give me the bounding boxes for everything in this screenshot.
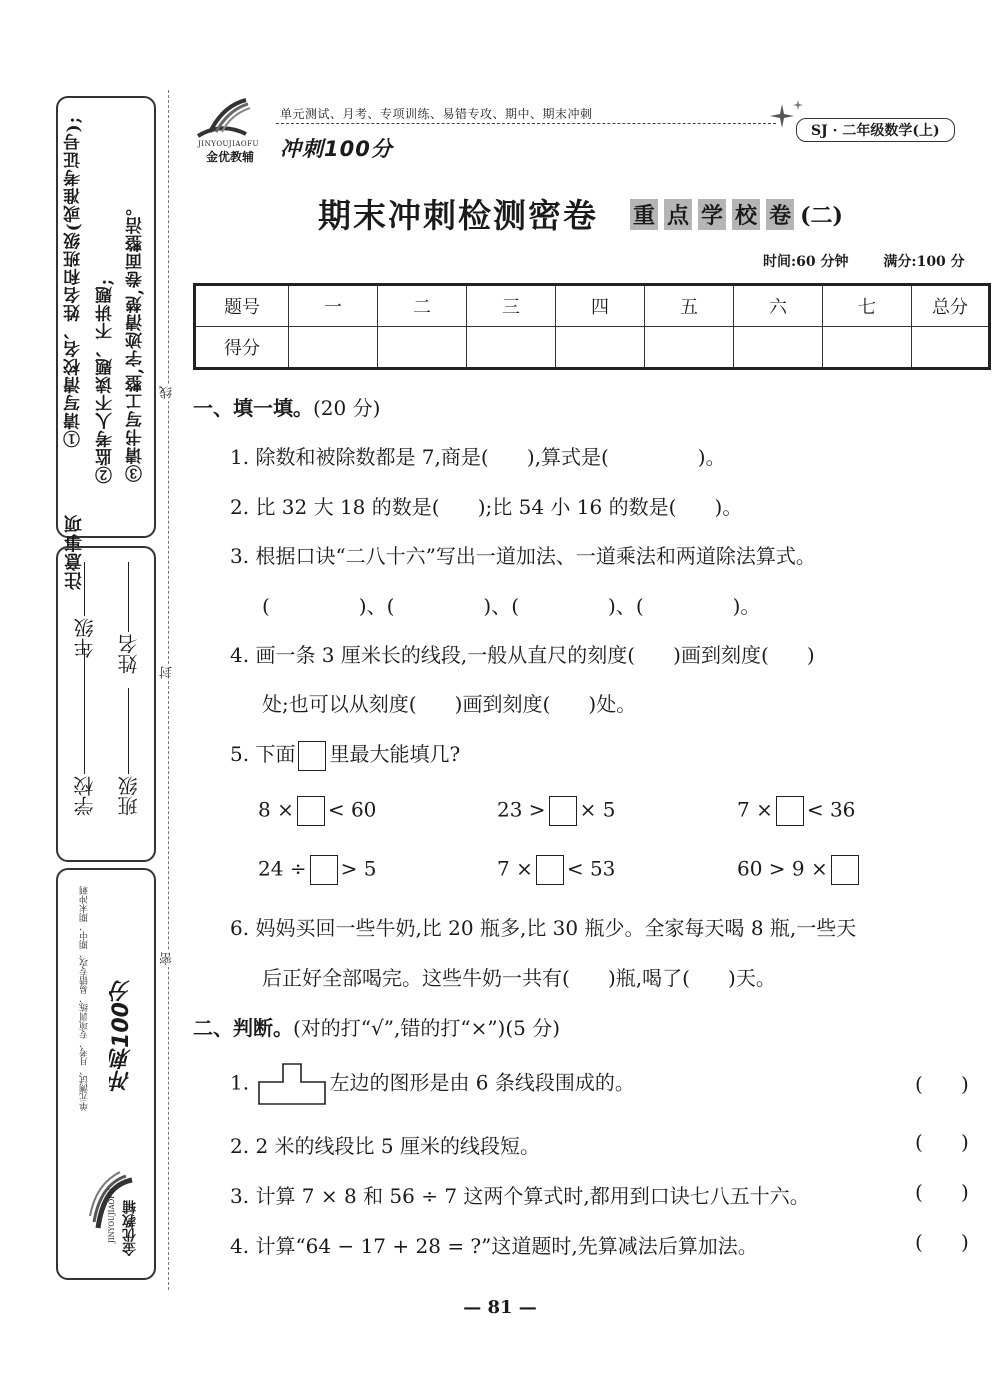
- side-brand-title: 冲刺100分: [109, 980, 134, 1092]
- answer-paren[interactable]: ( ): [915, 1072, 969, 1096]
- ineq-right: < 36: [806, 797, 856, 822]
- ineq-left: 8 ×: [258, 797, 294, 822]
- brand-name: 金优教辅: [206, 150, 255, 164]
- table-header: 二: [378, 285, 467, 327]
- notes-box: [56, 96, 156, 590]
- table-row: [195, 327, 990, 369]
- tag-char: 卷: [766, 199, 794, 230]
- brand-title: 冲刺100分: [280, 137, 393, 161]
- inequality: [737, 855, 862, 885]
- ineq-right: > 5: [340, 856, 377, 881]
- answer-paren[interactable]: ( ): [915, 1230, 969, 1254]
- student-info-box: [56, 546, 156, 862]
- judge-item-num: 1.: [230, 1070, 250, 1095]
- inequality: [258, 855, 376, 885]
- question-6-line-2: 后正好全部喝完。这些牛奶一共有( )瓶,喝了( )天。: [262, 966, 776, 990]
- cut-label-secret: 密: [160, 952, 175, 965]
- section-1-points: (20 分): [313, 396, 381, 420]
- series-text: 单元测试、月考、专项训练、易错专攻、期中、期末冲刺: [280, 107, 593, 121]
- question-1: 1. 除数和被除数都是 7,商是( ),算式是( )。: [230, 445, 726, 469]
- class-label: 班级: [117, 776, 141, 816]
- school-line[interactable]: [84, 648, 85, 774]
- question-6-line-1: 6. 妈妈买回一些牛奶,比 20 瓶多,比 30 瓶少。全家每天喝 8 瓶,一些天: [230, 916, 857, 940]
- brand-pinyin: JINYOUJIAOFU: [198, 140, 259, 148]
- note-2: ②监考人不读题、不讲题;: [96, 278, 116, 484]
- question-3-blanks: ( )、( )、( )、( )。: [262, 594, 761, 618]
- answer-box[interactable]: [549, 796, 577, 826]
- score-cell[interactable]: [734, 327, 823, 369]
- title-tags: [630, 199, 843, 230]
- class-line[interactable]: [128, 688, 129, 774]
- ineq-left: 23 >: [497, 797, 546, 822]
- notes-title: 注意事项: [64, 514, 85, 590]
- table-header: 四: [556, 285, 645, 327]
- side-brand-name: 金优教辅: [122, 1200, 138, 1256]
- section-1-heading: [193, 392, 380, 421]
- ineq-left: 7 ×: [497, 856, 533, 881]
- section-2-title: 二、判断。: [193, 1016, 293, 1040]
- answer-box[interactable]: [297, 796, 325, 826]
- ineq-left: 60 > 9 ×: [737, 856, 828, 881]
- name-label: 姓名: [117, 634, 141, 674]
- section-1-title: 一、填一填。: [193, 396, 313, 420]
- table-header: 三: [467, 285, 556, 327]
- question-2: 2. 比 32 大 18 的数是( );比 54 小 16 的数是( )。: [230, 495, 743, 519]
- answer-box[interactable]: [536, 855, 564, 885]
- title-suffix: (二): [800, 203, 843, 229]
- cut-label-seal: 封: [160, 666, 175, 679]
- side-brand-series: 单元测试、月考、专项训练、易错专攻、期中、期末冲刺: [80, 886, 90, 1111]
- table-header: 一: [289, 285, 378, 327]
- score-cell[interactable]: [289, 327, 378, 369]
- judge-item-1: [230, 1062, 635, 1106]
- page-number: — 81 —: [463, 1297, 537, 1318]
- answer-paren[interactable]: ( ): [915, 1180, 969, 1204]
- binding-dashed-line: [168, 90, 169, 1290]
- tag-char: 重: [630, 199, 658, 230]
- section-2-desc: (对的打“√”,错的打“×”)(5 分): [293, 1016, 561, 1040]
- time-info: [763, 251, 965, 271]
- note-3: ③请书写工整,字迹清楚,卷面整洁。: [126, 198, 146, 482]
- score-row-label: 得分: [195, 327, 289, 369]
- question-5-pre: 5. 下面: [230, 742, 296, 766]
- table-header: 五: [645, 285, 734, 327]
- table-header: 六: [734, 285, 823, 327]
- ineq-right: < 53: [566, 856, 616, 881]
- judge-item-3: 3. 计算 7 × 8 和 56 ÷ 7 这两个算式时,都用到口诀七八五十六。: [230, 1184, 810, 1208]
- grade-line[interactable]: [84, 562, 85, 616]
- inequality: [737, 796, 855, 826]
- score-cell[interactable]: [912, 327, 990, 369]
- ineq-left: 7 ×: [737, 797, 773, 822]
- section-2-heading: [193, 1012, 560, 1041]
- header-dashed-rule: [276, 123, 776, 124]
- time-limit: 时间:60 分钟: [763, 254, 849, 270]
- question-4-line-1: 4. 画一条 3 厘米长的线段,一般从直尺的刻度( )画到刻度( ): [230, 643, 815, 667]
- answer-box[interactable]: [776, 796, 804, 826]
- table-header: 七: [823, 285, 912, 327]
- judge-item-4: 4. 计算“64 − 17 + 28 = ?”这道题时,先算减法后算加法。: [230, 1234, 758, 1258]
- tag-char: 点: [664, 199, 692, 230]
- side-brand-box: [56, 868, 156, 1280]
- inequality: [497, 796, 615, 826]
- grade-badge: SJ · 二年级数学(上): [796, 118, 955, 142]
- judge-item-2: 2. 2 米的线段比 5 厘米的线段短。: [230, 1134, 540, 1158]
- score-cell[interactable]: [645, 327, 734, 369]
- exam-title: 期末冲刺检测密卷: [318, 196, 598, 235]
- question-5-post: 里最大能填几?: [329, 742, 461, 766]
- grade-label: 年级: [73, 618, 97, 658]
- question-3: 3. 根据口诀“二八十六”写出一道加法、一道乘法和两道除法算式。: [230, 544, 816, 568]
- score-cell[interactable]: [378, 327, 467, 369]
- score-table: [193, 283, 991, 370]
- inequality: [497, 855, 615, 885]
- note-1: ①请写清校名、姓名和班级(或准考证号);: [64, 116, 84, 448]
- inequality: [258, 796, 376, 826]
- score-cell[interactable]: [467, 327, 556, 369]
- answer-paren[interactable]: ( ): [915, 1130, 969, 1154]
- question-5: [230, 738, 460, 771]
- answer-box[interactable]: [310, 855, 338, 885]
- score-cell[interactable]: [823, 327, 912, 369]
- ineq-left: 24 ÷: [258, 856, 307, 881]
- ineq-right: × 5: [579, 797, 616, 822]
- full-score: 满分:100 分: [883, 254, 965, 270]
- tag-char: 学: [698, 199, 726, 230]
- cut-label-line: 线: [160, 386, 175, 399]
- ineq-right: < 60: [327, 797, 377, 822]
- answer-box[interactable]: [831, 855, 859, 885]
- school-label: 学校: [73, 776, 97, 816]
- side-brand-pinyin: JINYOUJIAOFU: [108, 1188, 116, 1243]
- step-shape-figure: [257, 1062, 327, 1106]
- question-4-line-2: 处;也可以从刻度( )画到刻度( )处。: [262, 692, 637, 716]
- answer-box[interactable]: [298, 741, 326, 771]
- name-line[interactable]: [128, 562, 129, 632]
- score-cell[interactable]: [556, 327, 645, 369]
- tag-char: 校: [732, 199, 760, 230]
- table-header: 题号: [195, 285, 289, 327]
- table-header: 总分: [912, 285, 990, 327]
- judge-item-text: 左边的图形是由 6 条线段围成的。: [329, 1070, 635, 1095]
- table-row: [195, 285, 990, 327]
